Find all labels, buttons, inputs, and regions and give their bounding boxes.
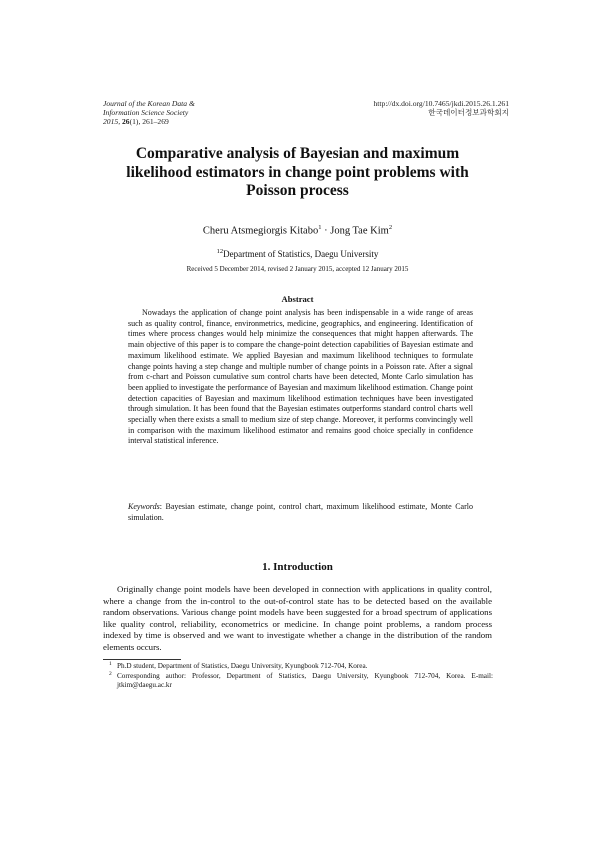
korean-society-name: 한국데이터정보과학회지 (428, 108, 509, 117)
title-line-1: Comparative analysis of Bayesian and maximum (135, 145, 460, 162)
paper-title (60, 145, 535, 201)
affiliation (60, 248, 535, 259)
title-line-3: Poisson process (246, 182, 349, 199)
keywords-text: : Bayesian estimate, change point, control chart, maximum likelihood estimate, Monte Carlo simulation. (128, 502, 473, 522)
footnote-2-text: Corresponding author: Professor, Department of Statistics, Daegu University, Kyungbook 712-704, Korea. E-mail: jtkim@daegu.ac.kr (117, 671, 493, 689)
journal-name-line2: Information Science Society (103, 108, 189, 117)
footnote-2 (103, 672, 493, 691)
footnote-1-number: 1 (109, 661, 112, 667)
keywords-label: Keywords (128, 502, 160, 511)
author-name-2: Jong Tae Kim (330, 225, 389, 237)
footnote-1-text: Ph.D student, Department of Statistics, Daegu University, Kyungbook 712-704, Korea. (117, 662, 368, 670)
footnote-2-number: 2 (109, 670, 112, 677)
footnote-divider (103, 659, 181, 660)
journal-citation (103, 99, 195, 126)
affiliation-text: Department of Statistics, Daegu University (223, 249, 379, 259)
keywords (128, 502, 473, 523)
journal-volume-line (103, 117, 195, 126)
journal-name-line1: Journal of the Korean Data & (103, 99, 195, 108)
title-line-2: likelihood estimators in change point problems with (126, 163, 469, 181)
author-1-footnote-mark: 1 (318, 224, 322, 231)
author-list (60, 224, 535, 237)
journal-doi-block (374, 99, 510, 117)
introduction-paragraph: Originally change point models have been developed in connection with applications in quality control, where a change from the in-control to the out-of-control state has to be detected based on the available random observations. Various change point models have been suggested for a broad spectrum of applications like quality control, reliability, econometrics or medicine. In change point problems, a random process indexed by time is observed and we want to investigate whether a change in the distribution of the random elements occurs. (103, 584, 492, 652)
section-heading-introduction: 1. Introduction (262, 561, 333, 573)
received-dates: Received 5 December 2014, revised 2 January 2015, accepted 12 January 2015 (186, 265, 409, 273)
journal-year: 2015, (103, 117, 121, 126)
footnote-1 (103, 662, 493, 672)
journal-issue-pages: (1), 261–269 (129, 117, 169, 126)
author-separator: · (321, 225, 331, 237)
doi-link[interactable]: http://dx.doi.org/10.7465/jkdi.2015.26.1.261 (373, 99, 509, 108)
author-name-1: Cheru Atsmegiorgis Kitabo (202, 225, 319, 237)
footnotes (103, 662, 493, 691)
journal-volume: 26 (122, 117, 130, 126)
abstract-heading: Abstract (281, 294, 314, 304)
affiliation-marks: 12 (216, 248, 224, 255)
author-2-footnote-mark: 2 (388, 224, 393, 231)
abstract-body: Nowadays the application of change point analysis has been indispensable in a wide range of areas such as quality control, finance, environmetrics, medicine, geographics, and engineering. Identification of times where process changes would help minimize the consequences that might happen afterwards. The main objective of this paper is to compare the change-point detection capabilities of Bayesian estimate and maximum likelihood estimate. We applied Bayesian and maximum likelihood techniques to formulate change points having a step change and multiple number of change points in a Poisson rate. After a signal from c-chart and Poisson cumulative sum control charts have been detected, Monte Carlo simulation has been applied to investigate the performance of Bayesian and maximum likelihood estimation. Change point detection capacities of Bayesian and maximum likelihood estimation techniques have been investigated through simulation. It has been found that the Bayesian estimates outperforms standard control charts well specially when there exists a small to medium size of step change. Moreover, it performs convincingly well in comparison with the maximum likelihood estimator and remains good choice specially in confidence interval statistical inference. (128, 308, 473, 446)
